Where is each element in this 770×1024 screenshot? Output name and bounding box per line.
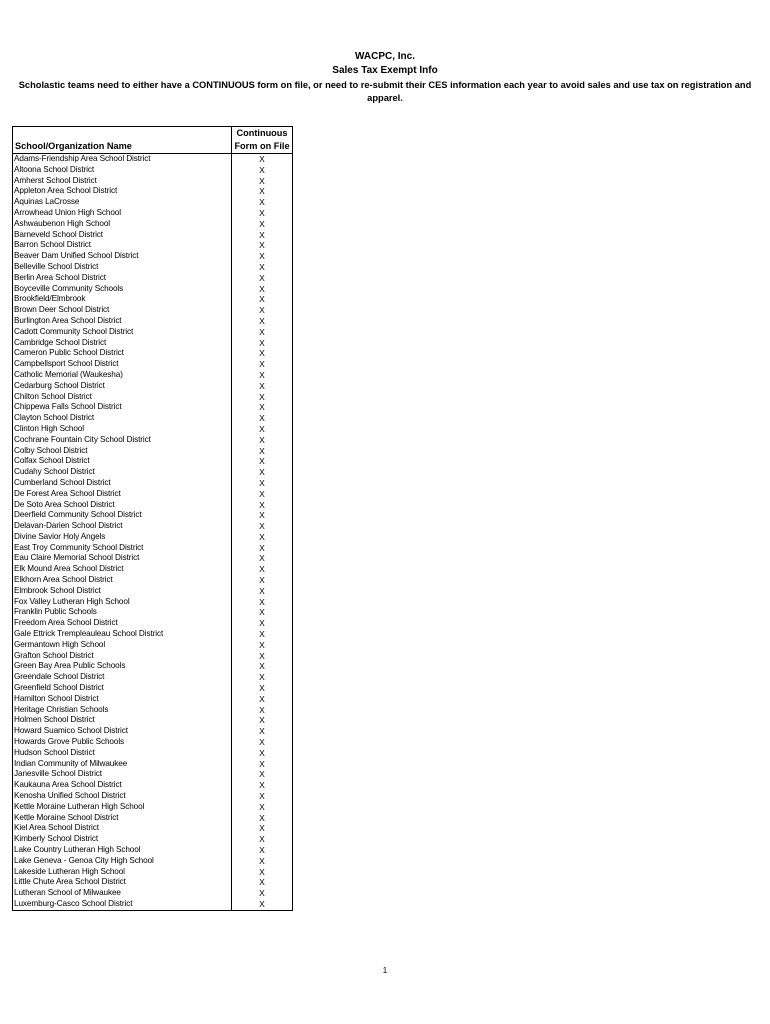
continuous-form-mark-cell: X <box>232 186 293 197</box>
school-name-cell: Ashwaubenon High School <box>13 219 232 230</box>
school-name-cell: Belleville School District <box>13 262 232 273</box>
table-row <box>13 597 293 608</box>
table-row <box>13 381 293 392</box>
school-name-cell: Eau Claire Memorial School District <box>13 553 232 564</box>
school-name-cell: Heritage Christian Schools <box>13 705 232 716</box>
school-name-cell: Cumberland School District <box>13 478 232 489</box>
continuous-form-mark-cell: X <box>232 413 293 424</box>
continuous-form-mark-cell: X <box>232 607 293 618</box>
school-name-cell: Campbellsport School District <box>13 359 232 370</box>
school-name-cell: Clayton School District <box>13 413 232 424</box>
table-row <box>13 284 293 295</box>
continuous-form-mark-cell: X <box>232 305 293 316</box>
table-row <box>13 877 293 888</box>
school-name-cell: Barneveld School District <box>13 230 232 241</box>
table-row <box>13 446 293 457</box>
table-row <box>13 370 293 381</box>
table-row <box>13 532 293 543</box>
school-name-cell: Lake Geneva - Genoa City High School <box>13 856 232 867</box>
table-row <box>13 316 293 327</box>
continuous-form-mark-cell: X <box>232 370 293 381</box>
table-row <box>13 467 293 478</box>
continuous-form-mark-cell: X <box>232 867 293 878</box>
table-row <box>13 251 293 262</box>
school-name-cell: Arrowhead Union High School <box>13 208 232 219</box>
table-row <box>13 899 293 910</box>
table-row <box>13 705 293 716</box>
continuous-form-mark-cell: X <box>232 521 293 532</box>
school-name-cell: Hudson School District <box>13 748 232 759</box>
table-row <box>13 176 293 187</box>
continuous-form-mark-cell: X <box>232 478 293 489</box>
table-row <box>13 154 293 165</box>
school-name-cell: Cudahy School District <box>13 467 232 478</box>
school-name-cell: Appleton Area School District <box>13 186 232 197</box>
school-name-cell: Cambridge School District <box>13 338 232 349</box>
school-name-cell: Burlington Area School District <box>13 316 232 327</box>
table-row <box>13 500 293 511</box>
continuous-form-mark-cell: X <box>232 392 293 403</box>
continuous-form-mark-cell: X <box>232 672 293 683</box>
continuous-form-mark-cell: X <box>232 197 293 208</box>
continuous-form-mark-cell: X <box>232 348 293 359</box>
table-row <box>13 521 293 532</box>
school-name-cell: Adams-Friendship Area School District <box>13 154 232 165</box>
table-row <box>13 273 293 284</box>
school-name-cell: Delavan-Darien School District <box>13 521 232 532</box>
continuous-form-mark-cell: X <box>232 651 293 662</box>
continuous-form-mark-cell: X <box>232 888 293 899</box>
continuous-form-mark-cell: X <box>232 446 293 457</box>
continuous-form-mark-cell: X <box>232 694 293 705</box>
school-name-cell: Kiel Area School District <box>13 823 232 834</box>
school-name-cell: Grafton School District <box>13 651 232 662</box>
continuous-form-mark-cell: X <box>232 586 293 597</box>
school-name-cell: Lutheran School of Milwaukee <box>13 888 232 899</box>
table-row <box>13 543 293 554</box>
continuous-form-mark-cell: X <box>232 467 293 478</box>
school-name-cell: Beaver Dam Unified School District <box>13 251 232 262</box>
table-row <box>13 769 293 780</box>
table-row <box>13 197 293 208</box>
school-name-cell: Cedarburg School District <box>13 381 232 392</box>
school-name-cell: Cadott Community School District <box>13 327 232 338</box>
continuous-form-mark-cell: X <box>232 273 293 284</box>
continuous-form-mark-cell: X <box>232 780 293 791</box>
school-name-cell: Kaukauna Area School District <box>13 780 232 791</box>
table-row <box>13 586 293 597</box>
continuous-form-mark-cell: X <box>232 683 293 694</box>
table-row <box>13 564 293 575</box>
table-body <box>13 154 293 911</box>
table-row <box>13 834 293 845</box>
table-row <box>13 845 293 856</box>
school-name-cell: Elk Mound Area School District <box>13 564 232 575</box>
continuous-form-mark-cell: X <box>232 532 293 543</box>
continuous-form-mark-cell: X <box>232 813 293 824</box>
school-name-cell: Green Bay Area Public Schools <box>13 661 232 672</box>
instructions-text: Scholastic teams need to either have a CONTINUOUS form on file, or need to re-submit their CES information each year to avoid sales and use tax on registration and apparel. <box>18 80 752 103</box>
school-name-cell: Hamilton School District <box>13 694 232 705</box>
table-row <box>13 165 293 176</box>
table-row <box>13 240 293 251</box>
school-name-cell: Holmen School District <box>13 715 232 726</box>
school-name-cell: De Soto Area School District <box>13 500 232 511</box>
school-name-cell: Greenfield School District <box>13 683 232 694</box>
continuous-form-mark-cell: X <box>232 748 293 759</box>
school-name-cell: Chippewa Falls School District <box>13 402 232 413</box>
school-name-cell: Aquinas LaCrosse <box>13 197 232 208</box>
continuous-form-mark-cell: X <box>232 359 293 370</box>
school-name-cell: Howard Suamico School District <box>13 726 232 737</box>
table-row <box>13 208 293 219</box>
table-row <box>13 510 293 521</box>
table-row <box>13 575 293 586</box>
continuous-form-mark-cell: X <box>232 230 293 241</box>
table-row <box>13 327 293 338</box>
continuous-form-mark-cell: X <box>232 262 293 273</box>
table-row <box>13 607 293 618</box>
continuous-form-mark-cell: X <box>232 791 293 802</box>
school-name-cell: Greendale School District <box>13 672 232 683</box>
table-row <box>13 219 293 230</box>
continuous-form-mark-cell: X <box>232 823 293 834</box>
table-row <box>13 489 293 500</box>
continuous-form-mark-cell: X <box>232 899 293 910</box>
table-row <box>13 651 293 662</box>
continuous-form-mark-cell: X <box>232 759 293 770</box>
table-row <box>13 435 293 446</box>
continuous-form-mark-cell: X <box>232 154 293 165</box>
continuous-form-mark-cell: X <box>232 424 293 435</box>
table-row <box>13 402 293 413</box>
school-name-cell: Catholic Memorial (Waukesha) <box>13 370 232 381</box>
continuous-form-mark-cell: X <box>232 284 293 295</box>
school-name-cell: Barron School District <box>13 240 232 251</box>
table-row <box>13 780 293 791</box>
school-name-cell: Chilton School District <box>13 392 232 403</box>
continuous-form-mark-cell: X <box>232 316 293 327</box>
table-row <box>13 413 293 424</box>
school-name-cell: Elmbrook School District <box>13 586 232 597</box>
table-header-row <box>13 127 293 154</box>
continuous-form-mark-cell: X <box>232 705 293 716</box>
continuous-form-mark-cell: X <box>232 165 293 176</box>
continuous-form-mark-cell: X <box>232 294 293 305</box>
continuous-form-mark-cell: X <box>232 553 293 564</box>
continuous-form-mark-cell: X <box>232 661 293 672</box>
table-row <box>13 305 293 316</box>
table-row <box>13 888 293 899</box>
table-row <box>13 629 293 640</box>
continuous-form-mark-cell: X <box>232 456 293 467</box>
school-name-cell: Cameron Public School District <box>13 348 232 359</box>
table-row <box>13 694 293 705</box>
table-row <box>13 640 293 651</box>
continuous-form-mark-cell: X <box>232 629 293 640</box>
table-row <box>13 262 293 273</box>
school-name-cell: Franklin Public Schools <box>13 607 232 618</box>
continuous-form-mark-cell: X <box>232 726 293 737</box>
continuous-form-mark-cell: X <box>232 435 293 446</box>
table-row <box>13 553 293 564</box>
school-name-cell: Freedom Area School District <box>13 618 232 629</box>
table-row <box>13 348 293 359</box>
continuous-form-mark-cell: X <box>232 489 293 500</box>
continuous-form-mark-cell: X <box>232 176 293 187</box>
school-name-cell: Colby School District <box>13 446 232 457</box>
school-name-cell: Clinton High School <box>13 424 232 435</box>
school-name-cell: Luxemburg-Casco School District <box>13 899 232 910</box>
table-row <box>13 392 293 403</box>
continuous-form-mark-cell: X <box>232 845 293 856</box>
column-header-school-name: School/Organization Name <box>13 127 232 154</box>
table-row <box>13 672 293 683</box>
continuous-form-mark-cell: X <box>232 737 293 748</box>
school-name-cell: Little Chute Area School District <box>13 877 232 888</box>
school-name-cell: Lakeside Lutheran High School <box>13 867 232 878</box>
school-name-cell: Amherst School District <box>13 176 232 187</box>
school-table <box>12 126 293 911</box>
continuous-form-mark-cell: X <box>232 597 293 608</box>
table-row <box>13 715 293 726</box>
school-name-cell: Kenosha Unified School District <box>13 791 232 802</box>
table-row <box>13 359 293 370</box>
continuous-form-mark-cell: X <box>232 240 293 251</box>
table-row <box>13 867 293 878</box>
table-row <box>13 661 293 672</box>
school-name-cell: Cochrane Fountain City School District <box>13 435 232 446</box>
school-name-cell: Kimberly School District <box>13 834 232 845</box>
continuous-form-mark-cell: X <box>232 338 293 349</box>
school-name-cell: Indian Community of Milwaukee <box>13 759 232 770</box>
school-name-cell: Berlin Area School District <box>13 273 232 284</box>
continuous-form-mark-cell: X <box>232 769 293 780</box>
table-row <box>13 791 293 802</box>
table-row <box>13 478 293 489</box>
school-name-cell: Gale Ettrick Trempleauleau School District <box>13 629 232 640</box>
document-subtitle: Sales Tax Exempt Info <box>332 65 438 76</box>
school-name-cell: Divine Savior Holy Angels <box>13 532 232 543</box>
continuous-form-mark-cell: X <box>232 208 293 219</box>
table-row <box>13 618 293 629</box>
school-name-cell: Kettle Moraine Lutheran High School <box>13 802 232 813</box>
table-row <box>13 456 293 467</box>
table-row <box>13 186 293 197</box>
table-row <box>13 230 293 241</box>
continuous-form-mark-cell: X <box>232 543 293 554</box>
school-name-cell: Elkhorn Area School District <box>13 575 232 586</box>
continuous-form-mark-cell: X <box>232 802 293 813</box>
school-name-cell: Boyceville Community Schools <box>13 284 232 295</box>
table-row <box>13 294 293 305</box>
continuous-form-mark-cell: X <box>232 510 293 521</box>
table-row <box>13 338 293 349</box>
table-row <box>13 737 293 748</box>
continuous-form-mark-cell: X <box>232 219 293 230</box>
continuous-form-mark-cell: X <box>232 381 293 392</box>
table-row <box>13 856 293 867</box>
school-name-cell: Altoona School District <box>13 165 232 176</box>
school-name-cell: Fox Valley Lutheran High School <box>13 597 232 608</box>
table-row <box>13 802 293 813</box>
continuous-form-mark-cell: X <box>232 877 293 888</box>
continuous-form-mark-cell: X <box>232 618 293 629</box>
continuous-form-mark-cell: X <box>232 327 293 338</box>
continuous-form-mark-cell: X <box>232 402 293 413</box>
continuous-form-mark-cell: X <box>232 856 293 867</box>
school-name-cell: Deerfield Community School District <box>13 510 232 521</box>
school-name-cell: Kettle Moraine School District <box>13 813 232 824</box>
school-name-cell: De Forest Area School District <box>13 489 232 500</box>
continuous-form-mark-cell: X <box>232 564 293 575</box>
continuous-form-mark-cell: X <box>232 500 293 511</box>
school-name-cell: Lake Country Lutheran High School <box>13 845 232 856</box>
school-name-cell: Janesville School District <box>13 769 232 780</box>
table-row <box>13 813 293 824</box>
school-name-cell: Brown Deer School District <box>13 305 232 316</box>
table-row <box>13 683 293 694</box>
company-name: WACPC, Inc. <box>354 51 415 62</box>
school-name-cell: East Troy Community School District <box>13 543 232 554</box>
page-number: 1 <box>382 966 388 975</box>
school-name-cell: Brookfield/Elmbrook <box>13 294 232 305</box>
continuous-form-mark-cell: X <box>232 640 293 651</box>
table-row <box>13 748 293 759</box>
school-name-cell: Colfax School District <box>13 456 232 467</box>
table-row <box>13 726 293 737</box>
column-header-continuous-form: Continuous Form on File <box>232 127 293 154</box>
continuous-form-mark-cell: X <box>232 575 293 586</box>
continuous-form-mark-cell: X <box>232 715 293 726</box>
continuous-form-mark-cell: X <box>232 251 293 262</box>
table-row <box>13 759 293 770</box>
school-name-cell: Germantown High School <box>13 640 232 651</box>
table-row <box>13 424 293 435</box>
continuous-form-mark-cell: X <box>232 834 293 845</box>
school-name-cell: Howards Grove Public Schools <box>13 737 232 748</box>
table-row <box>13 823 293 834</box>
